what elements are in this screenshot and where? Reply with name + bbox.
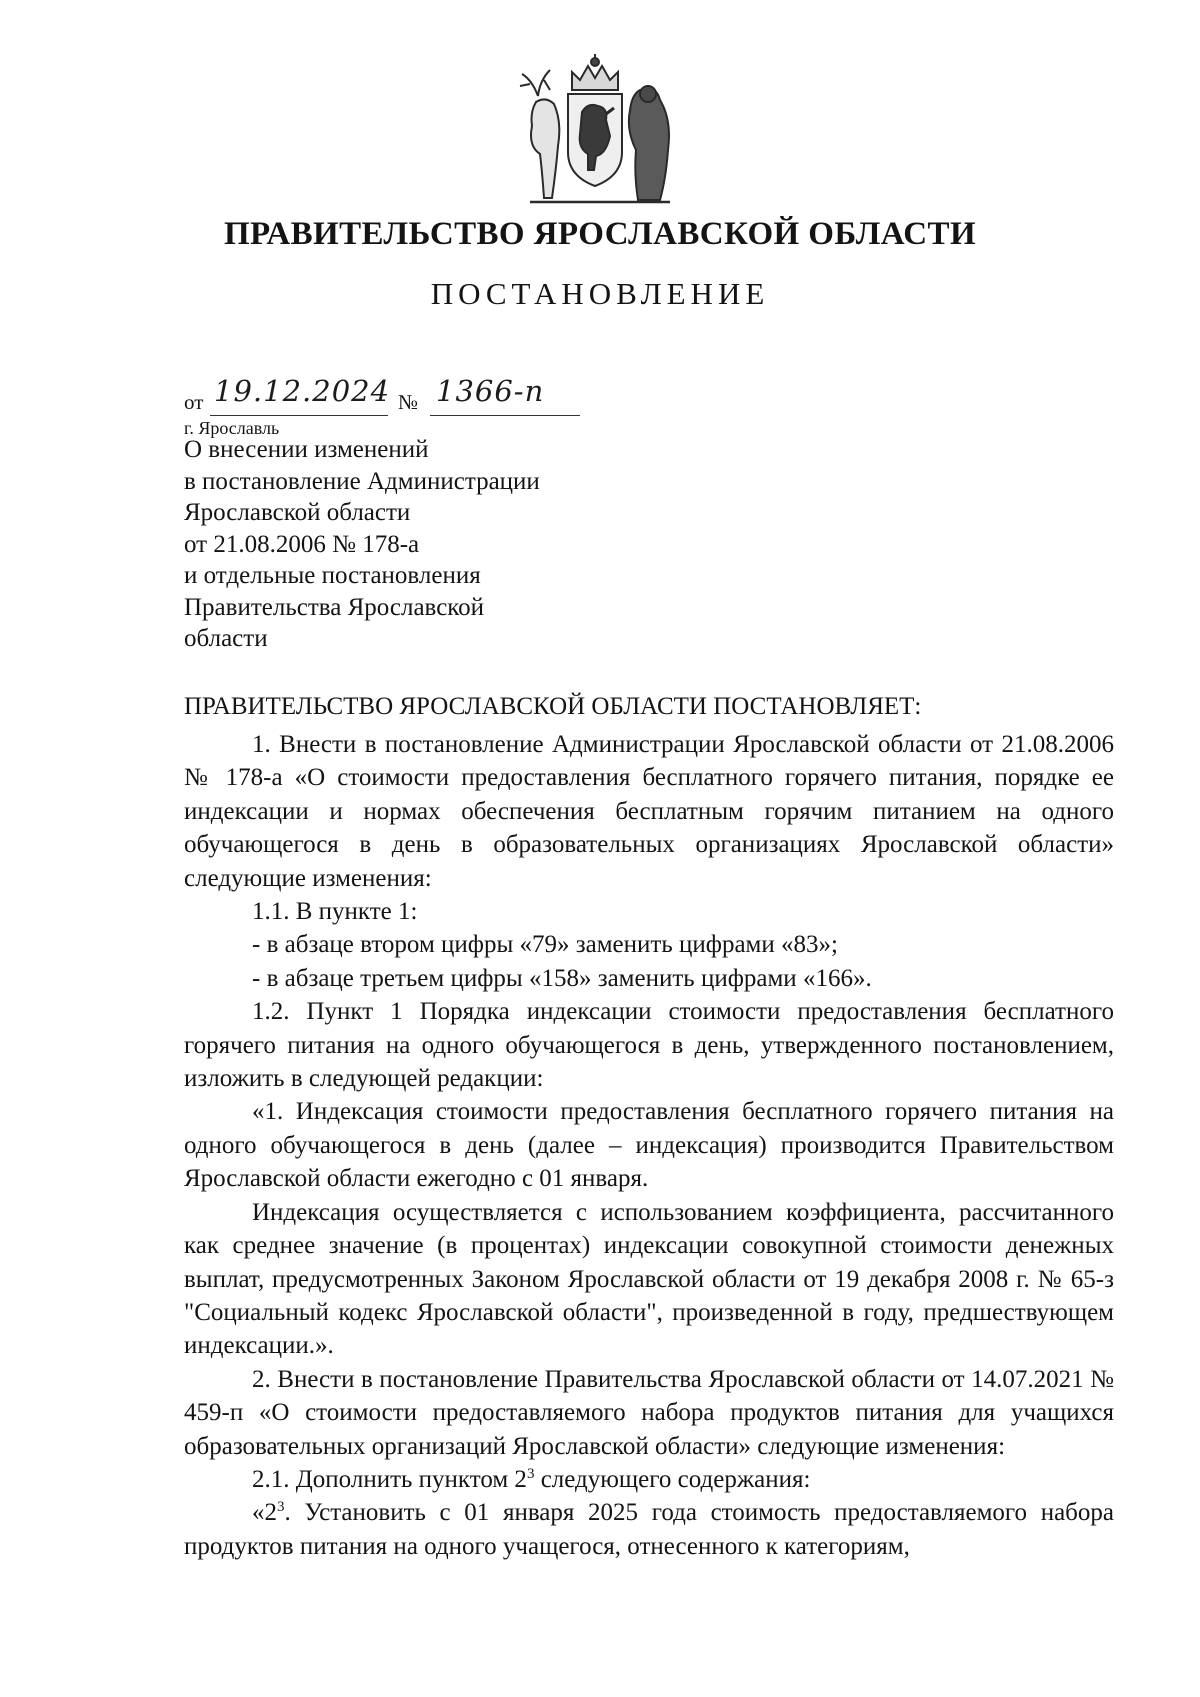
document-number: 1366-п — [436, 374, 545, 408]
paragraph-1-2-quote-continued: Индексация осуществляется с использованием коэффициента, рассчитанного как среднее значение (в процентах) индексации совокупной стоимости денежных выплат, предусмотренных Законом Ярославской области от 19 декабря 2008 г. № 65-з "Социальный кодекс Ярославской области", произведенной в году, предшествующем индексации.». — [184, 1198, 1114, 1360]
superscript: 3 — [526, 1465, 535, 1482]
paragraph-2-1-quote — [184, 1496, 1114, 1563]
document-date: 19.12.2024 — [214, 374, 391, 408]
paragraph-1-1: 1.1. В пункте 1: — [252, 898, 418, 926]
paragraph-1-1-a: - в абзаце втором цифры «79» заменить цифрами «83»; — [252, 931, 838, 959]
date-underline — [210, 415, 388, 416]
subject-line: в постановление Администрации — [184, 467, 540, 495]
subject-line: Ярославской области — [184, 499, 411, 526]
resolution-heading: ПРАВИТЕЛЬСТВО ЯРОСЛАВСКОЙ ОБЛАСТИ ПОСТАНОВЛЯЕТ: — [184, 693, 922, 720]
paragraph-1: 1. Внести в постановление Администрации Ярославской области от 21.08.2006 № 178-а «О стоимости предоставления бесплатного горячего питания, порядке ее индексации и нормах обеспечения бесплатным горячим питанием на одного обучающегося в день в образовательных организациях Ярославской области» следующие изменения: — [184, 731, 1114, 892]
quote-start: «2 — [252, 1499, 277, 1527]
paragraph-1-2-quote: «1. Индексация стоимости предоставления бесплатного горячего питания на одного обучающегося в день (далее – индексация) производится Правительством Ярославской области ежегодно с 01 января. — [184, 1098, 1114, 1193]
superscript: 3 — [277, 1499, 285, 1516]
number-underline — [430, 415, 580, 416]
quote-text: . Установить с 01 января 2025 года стоимость предоставляемого набора продуктов питания на одного учащегося, отнесенного к категориям, — [184, 1499, 1114, 1560]
from-label: от — [184, 390, 204, 414]
paragraph-2-1-text: 2.1. Дополнить пунктом 2 — [252, 1465, 527, 1493]
paragraph-2-1-text-end: следующего содержания: — [534, 1465, 811, 1493]
paragraph-2-1 — [184, 1463, 1114, 1496]
document-subject — [184, 434, 704, 655]
paragraph-1-2: 1.2. Пункт 1 Порядка индексации стоимости предоставления бесплатного горячего питания на одного обучающегося в день, утвержденного постановлением, изложить в следующей редакции: — [184, 998, 1114, 1093]
subject-line: Правительства Ярославской — [184, 593, 485, 621]
document-body — [184, 728, 1114, 1563]
coat-of-arms-emblem — [510, 50, 680, 210]
subject-line: области — [184, 625, 268, 652]
subject-line: и отдельные постановления — [184, 562, 481, 589]
document-type: ПОСТАНОВЛЕНИЕ — [430, 276, 770, 311]
paragraph-1-1-b: - в абзаце третьем цифры «158» заменить цифрами «166». — [252, 964, 872, 992]
subject-line: О внесении изменений — [184, 436, 429, 463]
city-line: г. Ярославль — [184, 418, 280, 438]
organization-title: ПРАВИТЕЛЬСТВО ЯРОСЛАВСКОЙ ОБЛАСТИ — [223, 216, 977, 252]
subject-line: от 21.08.2006 № 178-а — [184, 530, 420, 558]
number-label: № — [398, 390, 419, 414]
paragraph-2: 2. Внести в постановление Правительства Ярославской области от 14.07.2021 № 459-п «О стоимости предоставляемого набора продуктов питания для учащихся образовательных организаций Ярославской области» следующие изменения: — [184, 1365, 1114, 1460]
date-number-line — [184, 374, 684, 420]
